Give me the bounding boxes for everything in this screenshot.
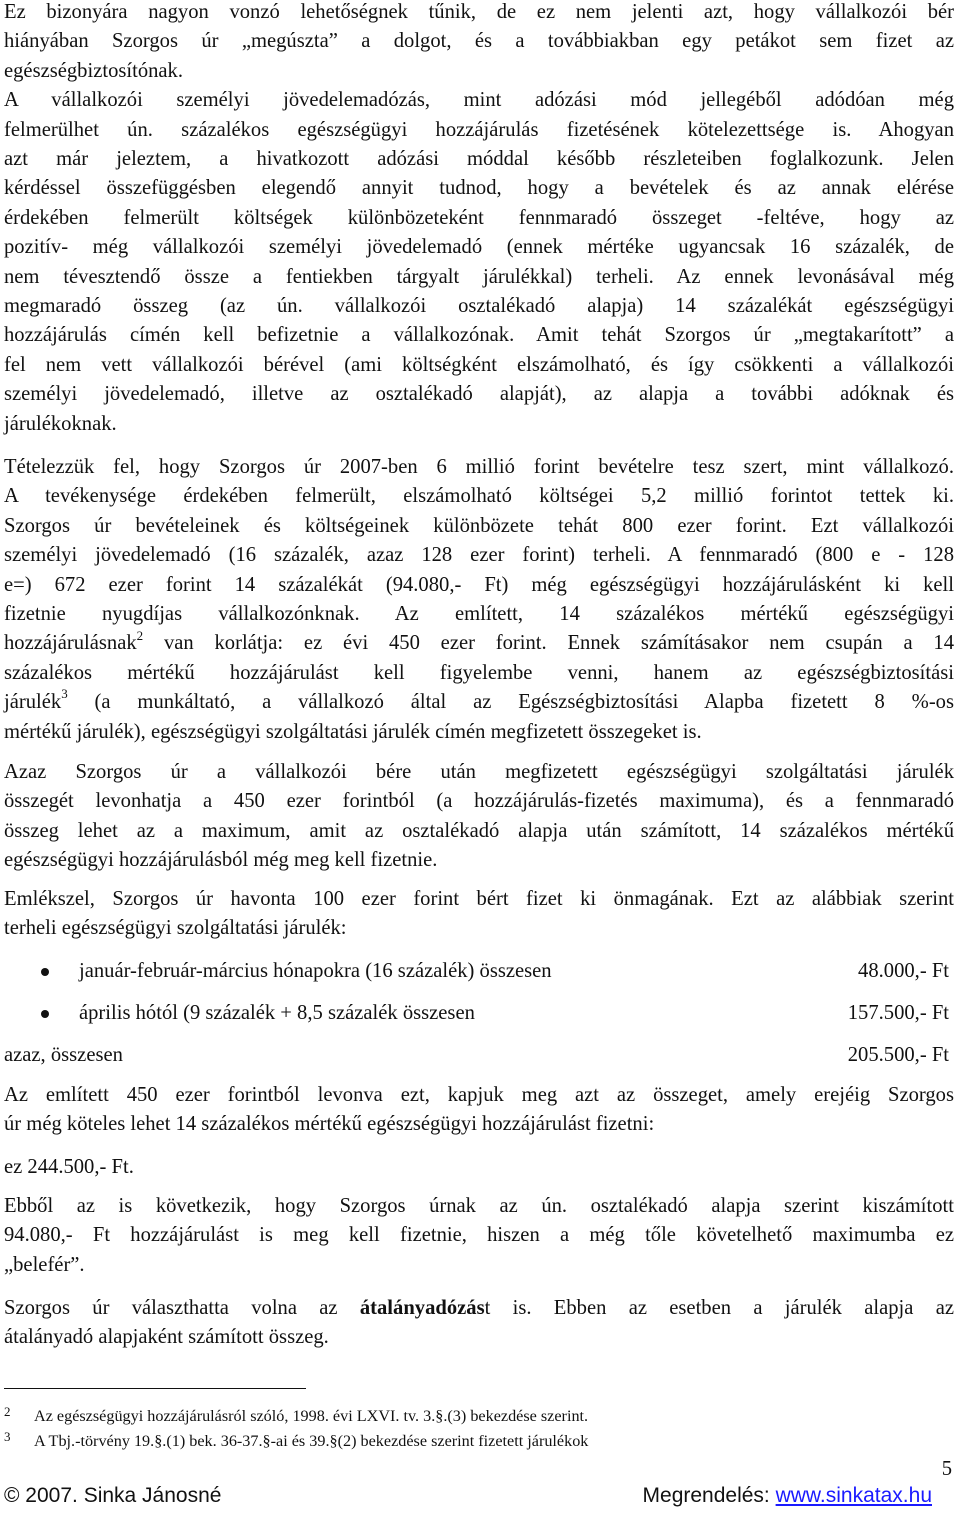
bullet-icon <box>41 1010 49 1018</box>
text-line: Ebből az is következik, hogy Szorgos úrnak az ún. osztalékadó alapja szerint kiszámított <box>4 1195 954 1217</box>
paragraph-1 <box>4 0 954 439</box>
bullet-icon <box>41 968 49 976</box>
text-line: e=) 672 ezer forint 14 százalékát (94.080,- Ft) még egészségügyi hozzájárulásként ki kell <box>4 573 954 596</box>
text-fragment: (a munkáltató, a vállalkozó által az Egészségbiztosítási Alapba fizetett 8 %-os <box>67 691 954 714</box>
text-line: A vállalkozói személyi jövedelemadózás, mint adózási mód jellegéből adódóan még <box>4 89 954 112</box>
footnote-number: 3 <box>4 1429 11 1444</box>
footnote-text: Az egészségügyi hozzájárulásról szóló, 1998. évi LXVI. tv. 3.§.(3) bekezdése szerint. <box>34 1407 589 1425</box>
paragraph-5 <box>4 1081 954 1140</box>
order-label: Megrendelés: <box>642 1484 776 1507</box>
footnote-ref-2: 2 <box>136 627 144 643</box>
text-fragment: járulék <box>4 691 62 714</box>
text-line: Szorgos úr bevételeinek és költségeinek különbözete tehát 800 ezer forint. Ezt vállalkozói <box>4 514 954 537</box>
website-link[interactable]: www.sinkatax.hu <box>775 1484 932 1507</box>
text-line: összegét levonhatja a 450 ezer forintból (a hozzájárulás-fizetés maximuma), és a fennmaradó <box>4 790 954 813</box>
text-fragment: Szorgos úr választhatta volna az <box>4 1297 360 1319</box>
list-item <box>4 999 954 1041</box>
text-line: összeg lehet az a maximum, amit az osztalékadó alapja után számított, 14 százalékos mértékű <box>4 819 954 842</box>
paragraph-6 <box>4 1153 954 1182</box>
text-line: személyi jövedelemadó, illetve az osztalékadó alapját), az alapja a további adóknak és <box>4 383 954 406</box>
text-line: kérdéssel összefüggésben elegendő annyit tudnod, hogy a bevételek és az annak elérése <box>4 177 954 200</box>
text-line: Emlékszel, Szorgos úr havonta 100 ezer forint bért fizet ki önmagának. Ezt az alábbiak szerint <box>4 888 954 910</box>
text-fragment: van korlátja: ez évi 450 ezer forint. Ennek számításakor nem csupán a 14 <box>143 632 954 655</box>
total-label: azaz, összesen <box>4 1044 123 1066</box>
text-line: százalékos mértékű hozzájárulást kell figyelembe venni, hanem az egészségbiztosítási <box>4 661 954 684</box>
paragraph-4 <box>4 885 954 944</box>
text-line: ez 244.500,- Ft. <box>4 1156 134 1178</box>
text-line: nem tévesztendő össze a fentiekben tárgyalt járulékkal) terheli. Az ennek levonásával még <box>4 265 954 288</box>
text-line: hiányában Szorgos úr „megúszta” a dolgot, és a továbbiakban egy petákot sem fizet az <box>4 30 954 53</box>
text-line: személyi jövedelemadó (16 százalék, azaz 128 ezer forint) terheli. A fennmaradó (800 e - 128 <box>4 544 954 567</box>
page-number: 5 <box>941 1458 952 1480</box>
footnote-number: 2 <box>4 1404 11 1419</box>
paragraph-7 <box>4 1192 954 1280</box>
list-item-amount: 157.500,- Ft <box>847 1002 949 1024</box>
list-item-label: április hótól (9 százalék + 8,5 százalék összesen <box>79 1002 475 1024</box>
text-line: hozzájárulás címén kell befizetnie a vállalkozónak. Amit tehát Szorgos úr „megtakarított” a <box>4 324 954 347</box>
text-line: érdekében felmerült költségek különbözeteként fennmaradó összeget -feltéve, hogy az <box>4 206 954 229</box>
text-line: azt már jeleztem, a hivatkozott adózási móddal később részleteiben foglalkozunk. Jelen <box>4 148 954 171</box>
text-line: járulékoknak. <box>4 412 117 435</box>
bullet-list <box>4 957 954 1081</box>
footnote-text: A Tbj.-törvény 19.§.(1) bek. 36-37.§-ai és 39.§(2) bekezdése szerint fizetett járulékok <box>34 1432 589 1450</box>
text-fragment: hozzájárulásnak <box>4 632 137 655</box>
text-fragment: t is. Ebben az esetben a járulék alapja az <box>484 1297 954 1319</box>
text-line: egészségügyi hozzájárulásból még meg kell fizetnie. <box>4 849 438 872</box>
list-item-label: január-február-március hónapokra (16 százalék) összesen <box>79 960 552 982</box>
text-line: egészségbiztosítónak. <box>4 59 183 82</box>
text-line: Az említett 450 ezer forintból levonva ezt, kapjuk meg azt az összeget, amely erejéig Szorgos <box>4 1084 954 1106</box>
text-line <box>4 688 954 717</box>
text-line: fizetnie nyugdíjas vállalkozónknak. Az említett, 14 százalékos mértékű egészségügyi <box>4 603 954 626</box>
total-amount: 205.500,- Ft <box>847 1044 949 1066</box>
paragraph-8 <box>4 1294 954 1353</box>
text-line: fel nem vett vállalkozói bérével (ami költségként elszámolható, és így csökkenti a vállalkozói <box>4 353 954 376</box>
text-line: átalányadó alapjaként számított összeg. <box>4 1326 329 1349</box>
text-line: megmaradó összeg (az ún. vállalkozói osztalékadó alapja) 14 százalékát egészségügyi <box>4 295 954 318</box>
text-line: „belefér”. <box>4 1253 85 1276</box>
text-line: Azaz Szorgos úr a vállalkozói bére után megfizetett egészségügyi szolgáltatási járulék <box>4 761 954 783</box>
text-line <box>4 629 954 658</box>
text-line: úr még köteles lehet 14 százalékos mértékű egészségügyi hozzájárulást fizetni: <box>4 1113 655 1136</box>
footnote-divider <box>4 1388 306 1389</box>
text-line: 94.080,- Ft hozzájárulást is meg kell fizetnie, hiszen a még tőle követelhető maximumba ez <box>4 1224 954 1247</box>
copyright-text: © 2007. Sinka Jánosné <box>4 1484 222 1507</box>
text-line: pozitív- még vállalkozói személyi jövedelemadó (ennek mértéke ugyancsak 16 százalék, de <box>4 236 954 259</box>
text-line: terheli egészségügyi szolgáltatási járulék: <box>4 917 347 940</box>
list-item-amount: 48.000,- Ft <box>858 960 949 982</box>
text-line: Tételezzük fel, hogy Szorgos úr 2007-ben 6 millió forint bevételre tesz szert, mint vállalkozó. <box>4 456 954 478</box>
text-line: Ez bizonyára nagyon vonzó lehetőségnek tűnik, de ez nem jelenti azt, hogy vállalkozói bér <box>4 1 954 23</box>
paragraph-2 <box>4 453 954 747</box>
text-line: A tevékenysége érdekében felmerült, elszámolható költségei 5,2 millió forintot tettek ki. <box>4 485 954 508</box>
text-line: mértékű járulék), egészségügyi szolgáltatási járulék címén megfizetett összegeket is. <box>4 720 702 743</box>
list-item <box>4 957 954 999</box>
footnote-ref-3: 3 <box>61 686 68 702</box>
paragraph-3 <box>4 758 954 876</box>
order-info <box>643 1484 932 1508</box>
text-line: felmerülhet ún. százalékos egészségügyi hozzájárulás fizetésének kötelezettsége is. Ahogyan <box>4 118 954 141</box>
bold-term: átalányadózás <box>359 1297 485 1319</box>
text-line <box>4 1294 954 1323</box>
total-row <box>4 1041 954 1081</box>
